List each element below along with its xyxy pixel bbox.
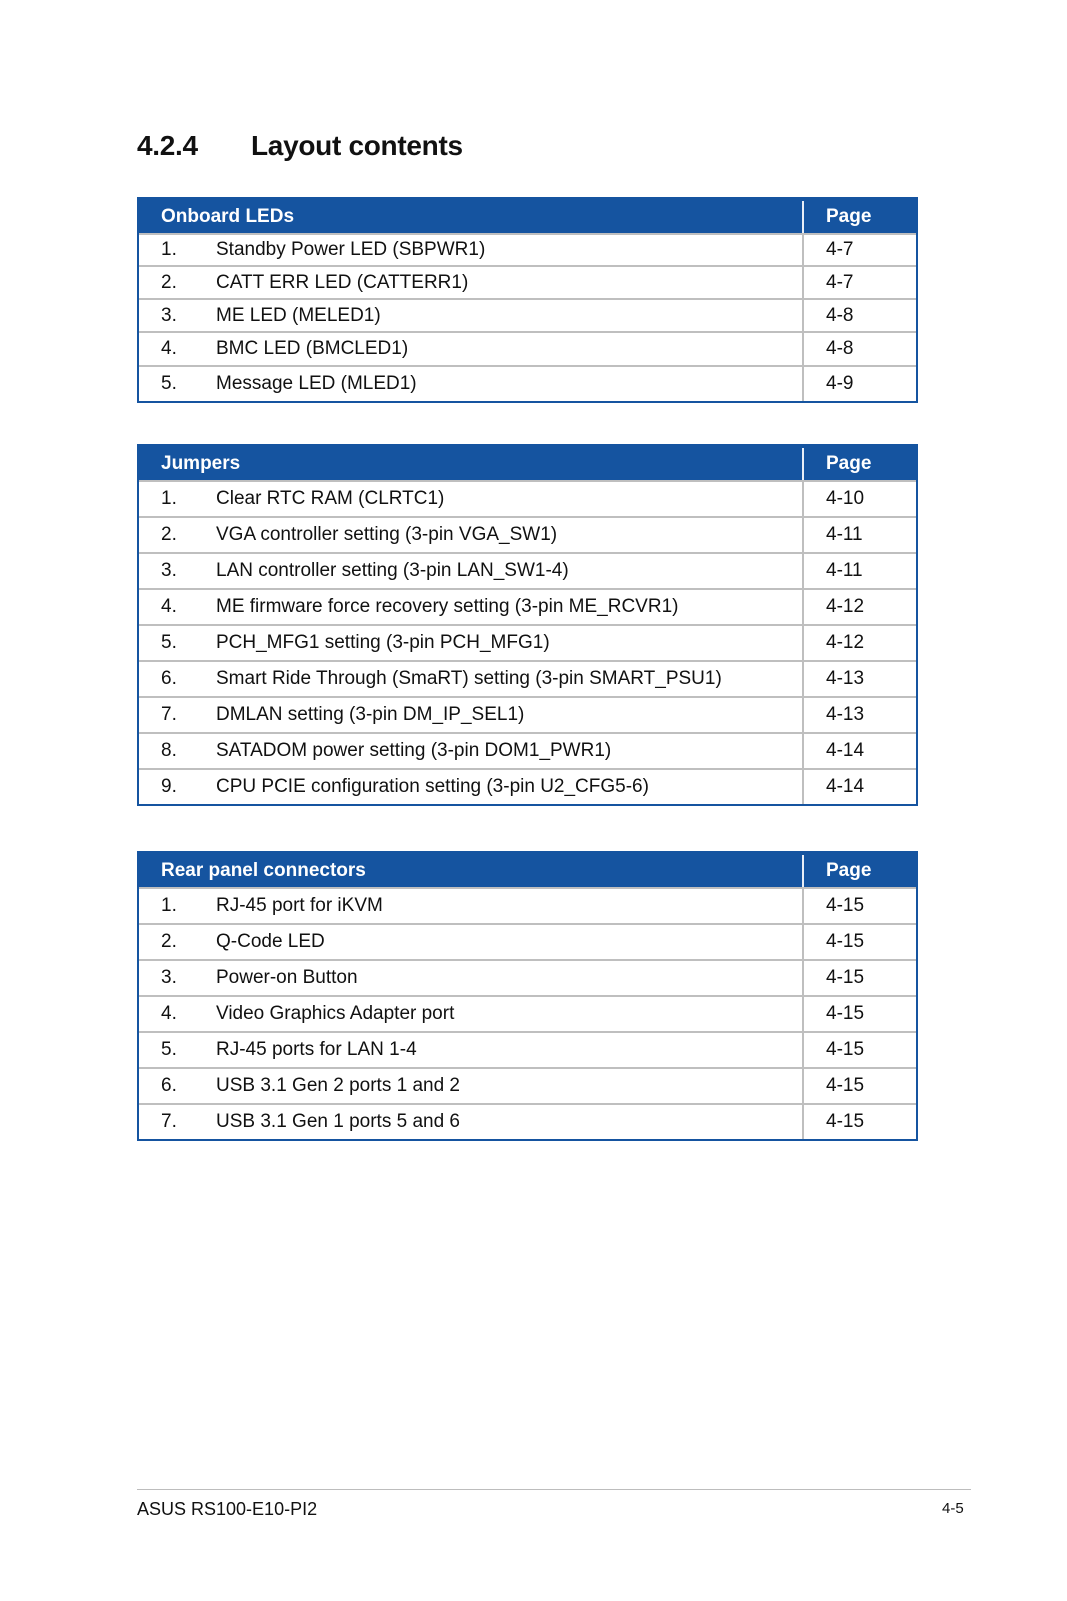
row-page: 4-15 [826, 1003, 865, 1024]
table-header-page: Page [826, 860, 872, 881]
table-header [139, 444, 916, 480]
table-row [139, 624, 916, 660]
column-divider [802, 925, 804, 959]
row-number: 1. [161, 488, 177, 509]
row-page: 4-15 [826, 895, 865, 916]
table-row [139, 1103, 916, 1139]
table-header-title: Rear panel connectors [161, 860, 366, 881]
table-header-title: Onboard LEDs [161, 206, 295, 227]
row-page: 4-12 [826, 632, 865, 653]
row-text: RJ-45 port for iKVM [216, 895, 383, 916]
row-page: 4-13 [826, 704, 865, 725]
row-number: 7. [161, 704, 177, 725]
section-title: Layout contents [251, 130, 463, 161]
table-row [139, 696, 916, 732]
row-text: DMLAN setting (3-pin DM_IP_SEL1) [216, 704, 525, 725]
footer-page-number: 4-5 [942, 1500, 964, 1517]
row-page: 4-7 [826, 239, 854, 260]
column-divider [802, 590, 804, 624]
row-page: 4-8 [826, 338, 854, 359]
jumpers-table [137, 444, 918, 806]
row-text: CPU PCIE configuration setting (3-pin U2_CFG5-6) [216, 776, 649, 797]
column-divider [802, 889, 804, 923]
row-page: 4-15 [826, 931, 865, 952]
row-text: USB 3.1 Gen 2 ports 1 and 2 [216, 1075, 460, 1096]
row-text: Standby Power LED (SBPWR1) [216, 239, 486, 260]
header-divider [802, 201, 804, 233]
row-number: 1. [161, 895, 177, 916]
table-row [139, 1031, 916, 1067]
table-row [139, 995, 916, 1031]
section-heading [137, 130, 463, 162]
row-number: 3. [161, 967, 177, 988]
row-text: ME LED (MELED1) [216, 304, 381, 326]
rear-panel-connectors-table [137, 851, 918, 1141]
column-divider [802, 518, 804, 552]
footer-divider [137, 1489, 971, 1490]
row-number: 5. [161, 1039, 177, 1060]
column-divider [802, 770, 804, 804]
row-number: 3. [161, 560, 177, 581]
row-page: 4-14 [826, 776, 865, 797]
row-text: SATADOM power setting (3-pin DOM1_PWR1) [216, 740, 612, 761]
table-row [139, 331, 916, 365]
header-divider [802, 855, 804, 887]
row-page: 4-8 [826, 304, 854, 326]
row-number: 3. [161, 304, 177, 326]
onboard-leds-table [137, 197, 918, 403]
row-page: 4-15 [826, 1039, 865, 1060]
table-row [139, 516, 916, 552]
row-text: Power-on Button [216, 967, 358, 988]
row-number: 2. [161, 524, 177, 545]
row-number: 6. [161, 1075, 177, 1096]
table-row [139, 265, 916, 298]
column-divider [802, 267, 804, 298]
table-row [139, 959, 916, 995]
column-divider [802, 734, 804, 768]
row-page: 4-14 [826, 740, 865, 761]
section-number: 4.2.4 [137, 130, 198, 161]
row-text: LAN controller setting (3-pin LAN_SW1-4) [216, 560, 569, 581]
row-page: 4-10 [826, 488, 865, 509]
table-row [139, 1067, 916, 1103]
row-number: 8. [161, 740, 177, 761]
column-divider [802, 300, 804, 331]
row-number: 1. [161, 239, 177, 260]
row-page: 4-15 [826, 1111, 865, 1132]
row-text: RJ-45 ports for LAN 1-4 [216, 1039, 417, 1060]
row-number: 6. [161, 668, 177, 689]
column-divider [802, 961, 804, 995]
table-header [139, 197, 916, 233]
column-divider [802, 698, 804, 732]
table-row [139, 588, 916, 624]
table-header [139, 851, 916, 887]
table-header-page: Page [826, 453, 872, 474]
row-page: 4-7 [826, 271, 854, 293]
column-divider [802, 626, 804, 660]
table-header-title: Jumpers [161, 453, 241, 474]
row-text: Smart Ride Through (SmaRT) setting (3-pin SMART_PSU1) [216, 668, 722, 689]
row-text: USB 3.1 Gen 1 ports 5 and 6 [216, 1111, 460, 1132]
column-divider [802, 1069, 804, 1103]
row-number: 7. [161, 1111, 177, 1132]
table-row [139, 298, 916, 331]
table-row [139, 480, 916, 516]
row-text: BMC LED (BMCLED1) [216, 338, 409, 359]
row-number: 4. [161, 338, 177, 359]
row-text: Clear RTC RAM (CLRTC1) [216, 488, 445, 509]
row-number: 4. [161, 1003, 177, 1024]
row-number: 2. [161, 931, 177, 952]
table-row [139, 552, 916, 588]
table-row [139, 233, 916, 265]
column-divider [802, 662, 804, 696]
table-row [139, 768, 916, 804]
row-text: Message LED (MLED1) [216, 373, 417, 394]
header-divider [802, 448, 804, 480]
row-text: Video Graphics Adapter port [216, 1003, 455, 1024]
row-page: 4-15 [826, 1075, 865, 1096]
row-page: 4-13 [826, 668, 865, 689]
table-row [139, 887, 916, 923]
table-row [139, 732, 916, 768]
row-number: 5. [161, 632, 177, 653]
footer-product-name: ASUS RS100-E10-PI2 [137, 1499, 318, 1519]
column-divider [802, 997, 804, 1031]
row-page: 4-12 [826, 596, 865, 617]
table-row [139, 365, 916, 401]
row-number: 2. [161, 271, 177, 293]
row-number: 5. [161, 373, 177, 394]
row-page: 4-15 [826, 967, 865, 988]
column-divider [802, 367, 804, 401]
row-text: PCH_MFG1 setting (3-pin PCH_MFG1) [216, 632, 550, 653]
table-row [139, 660, 916, 696]
row-number: 4. [161, 596, 177, 617]
row-page: 4-9 [826, 373, 854, 394]
column-divider [802, 235, 804, 265]
row-text: ME firmware force recovery setting (3-pin ME_RCVR1) [216, 596, 679, 617]
table-header-page: Page [826, 206, 872, 227]
column-divider [802, 333, 804, 365]
column-divider [802, 1033, 804, 1067]
row-text: VGA controller setting (3-pin VGA_SW1) [216, 524, 558, 545]
column-divider [802, 554, 804, 588]
row-text: Q-Code LED [216, 931, 325, 952]
table-row [139, 923, 916, 959]
column-divider [802, 482, 804, 516]
row-page: 4-11 [826, 560, 863, 581]
row-page: 4-11 [826, 524, 863, 545]
row-number: 9. [161, 776, 177, 797]
column-divider [802, 1105, 804, 1139]
row-text: CATT ERR LED (CATTERR1) [216, 271, 469, 293]
